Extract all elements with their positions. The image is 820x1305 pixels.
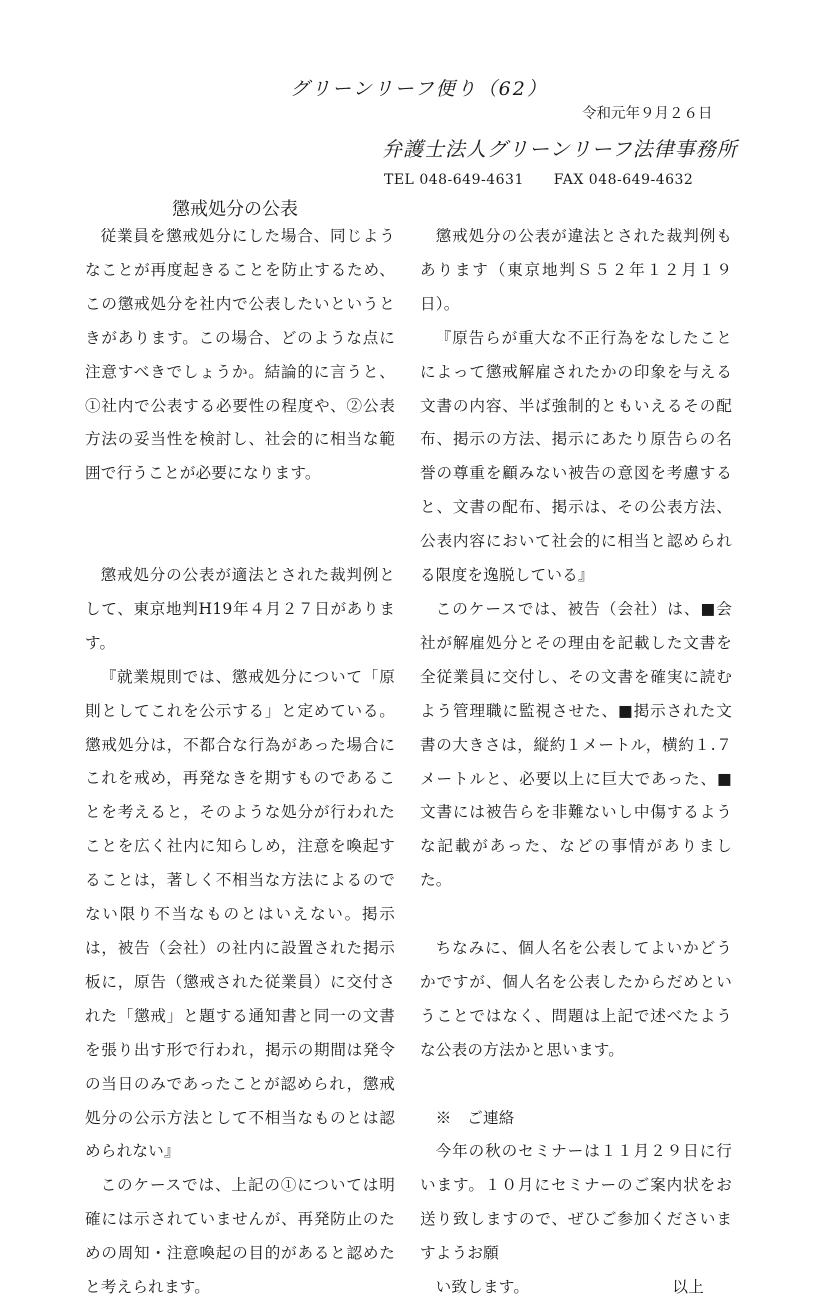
tel-number: 048‐649‐4631 — [419, 172, 524, 188]
notice-last-text: い致します。 — [435, 1278, 530, 1297]
paragraph: このケースでは、上記の①については明確には示されていませんが、再発防止のための周知・注意喚起の目的があると認めたと考えられます。 — [85, 1176, 395, 1297]
left-column — [85, 220, 395, 1305]
quote-paragraph: 『就業規則では、懲戒処分について「原則としてこれを公示する」と定めている。懲戒処分は，不都合な行為があった場合にこれを戒め，再発なきを期すものであることを考えると，そのような処分が行われたことを広く社内に知らしめ，注意を喚起することは，著しく不相当な方法によるのでない限り不当なものとはいえない。掲示は，被告（会社）の社内に設置された掲示板に，原告（懲戒された従業員）に交付された「懲戒」と題する通知書と同一の文書を張り出す形で行われ，掲示の期間は発令の当日のみであったことが認められ，懲戒処分の公示方法として不相当なものとは認められない』 — [85, 667, 395, 1161]
paragraph: ちなみに、個人名を公表してよいかどうかですが、個人名を公表したからだめということではなく、問題は上記で述べたような公表の方法かと思います。 — [420, 939, 732, 1059]
fax-label: FAX — [553, 172, 584, 188]
right-column — [420, 220, 732, 1305]
contact-line — [384, 172, 693, 188]
paragraph: このケースでは、被告（会社）は、■会社が解雇処分とその理由を記載した文書を全従業員に交付し、その文書を確実に読むよう管理職に監視させた、■掲示された文書の大きさは，縦約１メートル，横約１.７メートルと、必要以上に巨大であった、■文書には被告らを非難ないし中傷するような記載があった、などの事情がありました。 — [420, 599, 732, 890]
notice-heading: ※ ご連絡 — [435, 1108, 515, 1127]
article-title: 懲戒処分の公表 — [172, 199, 298, 220]
paragraph: 懲戒処分の公表が適法とされた裁判例として、東京地判H19年４月２７日があります。 — [85, 566, 395, 652]
paragraph: 懲戒処分の公表が違法とされた裁判例もあります（東京地判Ｓ５２年１２月１９日）。 — [420, 227, 732, 313]
notice-body: 今年の秋のセミナーは１１月２９日に行います。１０月にセミナーのご案内状をお送り致しますので、ぜひご参加くださいますようお願 — [420, 1142, 732, 1263]
tel-label: TEL — [384, 172, 415, 188]
fax-number: 048‐649‐4632 — [588, 172, 694, 188]
issue-date: 令和元年９月２６日 — [582, 106, 713, 122]
firm-name: 弁護士法人グリーンリーフ法律事務所 — [382, 137, 738, 161]
newsletter-title: グリーンリーフ便り（62） — [290, 78, 548, 100]
paragraph: 従業員を懲戒処分にした場合、同じようなことが再度起きることを防止するため、この懲戒処分を社内で公表したいというときがあります。この場合、どのような点に注意すべきでしょうか。結論的に言うと、①社内で公表する必要性の程度や、②公表方法の妥当性を検討し、社会的に相当な範囲で行うことが必要になります。 — [85, 227, 395, 483]
quote-paragraph: 『原告らが重大な不正行為をなしたことによって懲戒解雇されたかの印象を与える文書の内容、半ば強制的ともいえるその配布、掲示の方法、掲示にあたり原告らの名誉の尊重を顧みない被告の意図を考慮すると、文書の配布、掲示は、その公表方法、公表内容において社会的に相当と認められる限度を逸脱している』 — [420, 328, 732, 585]
closing-mark: 以上 — [672, 1278, 704, 1297]
notice-last-line — [420, 1271, 732, 1305]
